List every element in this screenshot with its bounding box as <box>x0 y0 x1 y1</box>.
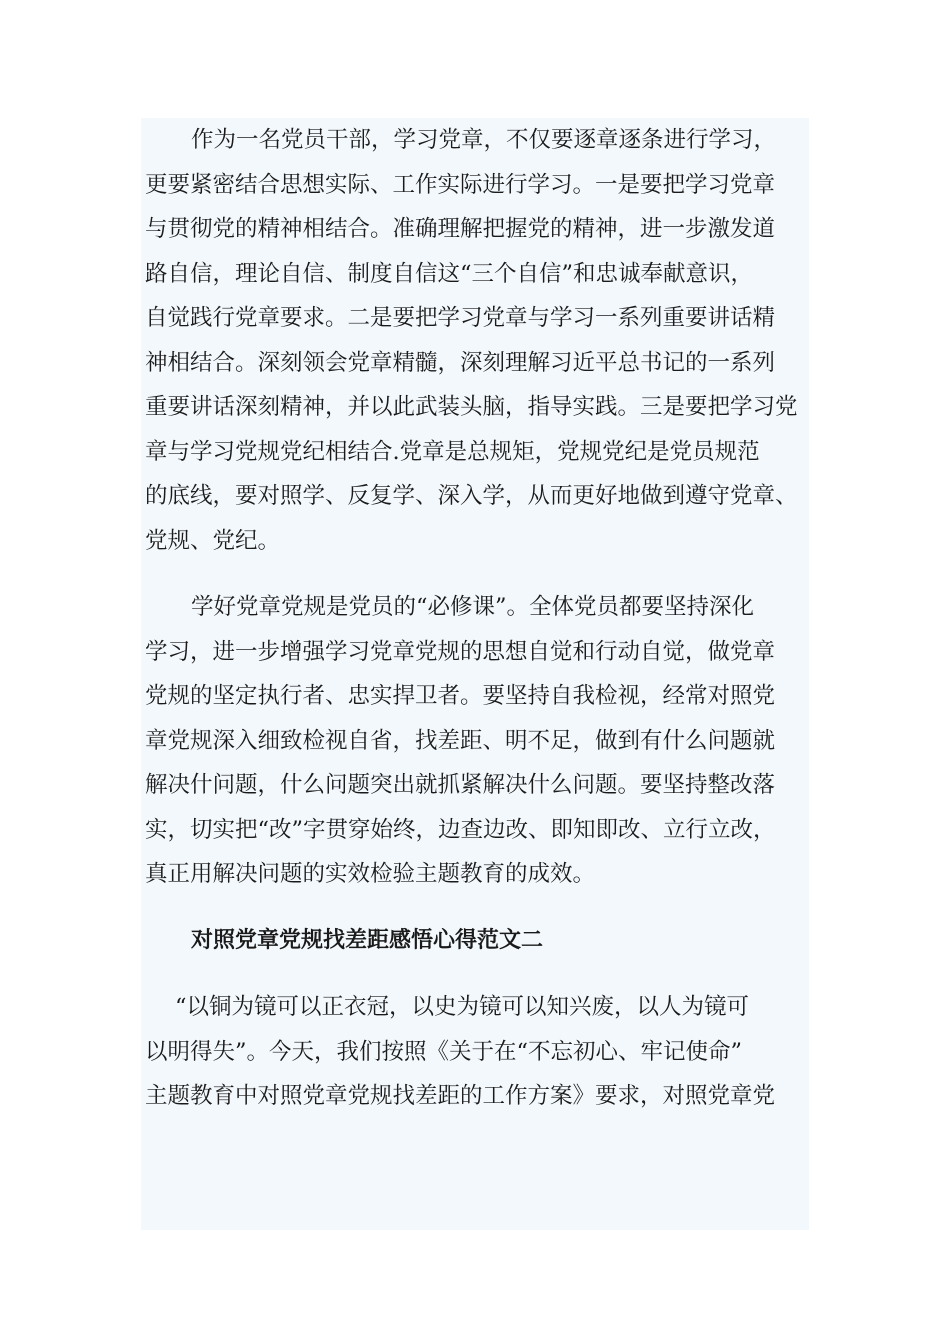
paragraph-gap <box>145 897 825 919</box>
paragraph-gap <box>145 563 825 585</box>
paragraph-gap <box>145 963 825 985</box>
text-line: 实，切实把“改”字贯穿始终，边查边改、即知即改、立行立改， <box>145 816 776 843</box>
text-line: 学习，进一步增强学习党章党规的思想自觉和行动自觉，做党章 <box>145 638 776 665</box>
text-line: 解决什问题，什么问题突出就抓紧解决什么问题。要坚持整改落 <box>145 772 776 798</box>
text-line: 章党规深入细致检视自省，找差距、明不足，做到有什么问题就 <box>145 727 776 754</box>
text-line: 与贯彻党的精神相结合。准确理解把握党的精神，进一步激发道 <box>145 216 776 242</box>
section-heading: 对照党章党规找差距感悟心得范文二 <box>191 927 544 953</box>
text-line: 真正用解决问题的实效检验主题教育的成效。 <box>145 861 596 887</box>
text-line: 以明得失”。今天，我们按照《关于在“不忘初心、牢记使命” <box>145 1038 743 1065</box>
text-line: 神相结合。深刻领会党章精髓，深刻理解习近平总书记的一系列 <box>145 349 776 376</box>
text-line: 更要紧密结合思想实际、工作实际进行学习。一是要把学习党章 <box>145 171 776 198</box>
text-line: 党规、党纪。 <box>145 527 281 554</box>
text-line: 的底线，要对照学、反复学、深入学，从而更好地做到遵守党章、 <box>145 483 798 509</box>
text-line: 重要讲话深刻精神，并以此武装头脑，指导实践。三是要把学习党 <box>145 394 798 420</box>
text-line: 自觉践行党章要求。二是要把学习党章与学习一系列重要讲话精 <box>145 305 776 331</box>
text-line: 路自信，理论自信、制度自信这“三个自信”和忠诚奉献意识， <box>145 260 754 287</box>
document-body <box>145 118 825 1119</box>
text-line: “以铜为镜可以正衣冠，以史为镜可以知兴废，以人为镜可 <box>175 994 750 1020</box>
text-line: 党规的坚定执行者、忠实捍卫者。要坚持自我检视，经常对照党 <box>145 683 776 709</box>
text-line: 学好党章党规是党员的“必修课”。全体党员都要坚持深化 <box>191 594 755 620</box>
text-line: 章与学习党规党纪相结合.党章是总规矩，党规党纪是党员规范 <box>145 438 760 465</box>
paragraph-2 <box>145 585 825 897</box>
paragraph-3 <box>145 985 825 1119</box>
paragraph-1 <box>145 118 825 563</box>
text-line: 主题教育中对照党章党规找差距的工作方案》要求，对照党章党 <box>145 1083 776 1109</box>
text-line: 作为一名党员干部，学习党章，不仅要逐章逐条进行学习， <box>191 127 777 153</box>
